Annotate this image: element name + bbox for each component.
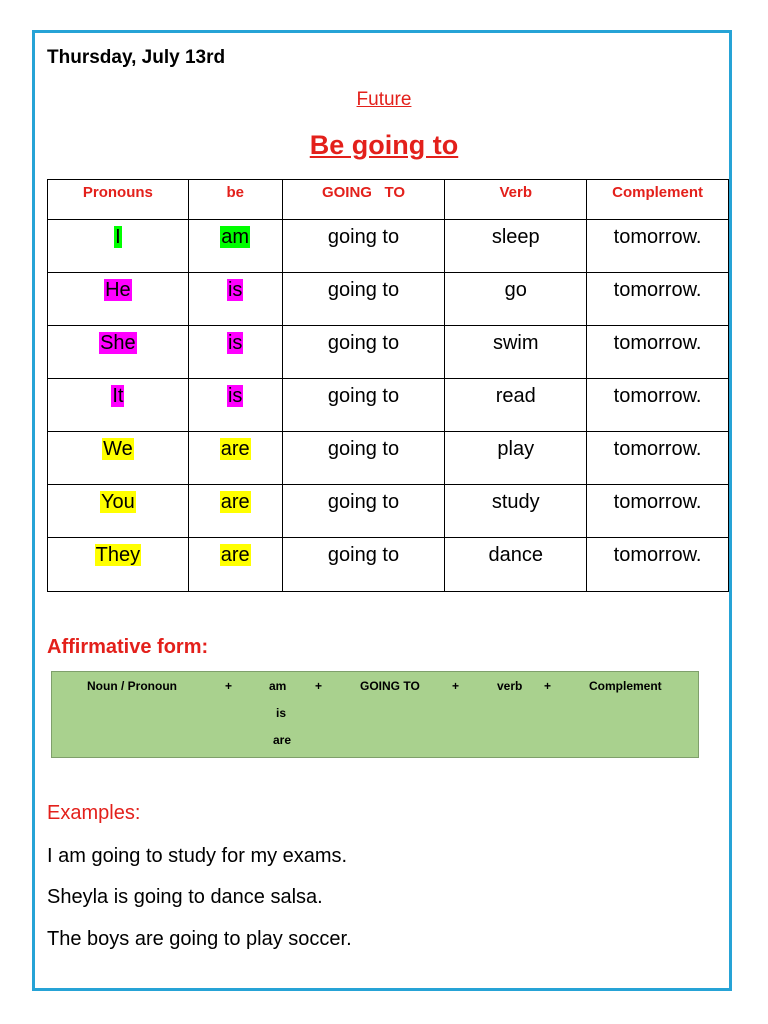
- formula-complement: Complement: [589, 679, 662, 693]
- verb-cell: read: [445, 379, 587, 432]
- be-cell: are: [188, 485, 282, 538]
- table-row: [48, 273, 729, 326]
- table-row: [48, 432, 729, 485]
- formula-plus: +: [544, 679, 552, 693]
- be-cell: are: [188, 538, 282, 592]
- going-cell: going to: [282, 326, 445, 379]
- complement-cell: tomorrow.: [587, 485, 729, 538]
- going-cell: going to: [282, 379, 445, 432]
- verb-cell: play: [445, 432, 587, 485]
- header-be: be: [188, 180, 282, 220]
- affirmative-formula-box: [51, 671, 699, 758]
- going-cell: going to: [282, 485, 445, 538]
- pronoun-cell: We: [48, 432, 189, 485]
- complement-cell: tomorrow.: [587, 538, 729, 592]
- table-row: [48, 379, 729, 432]
- formula-verb: verb: [497, 679, 523, 693]
- table-row: [48, 220, 729, 273]
- complement-cell: tomorrow.: [587, 220, 729, 273]
- pronoun-cell: She: [48, 326, 189, 379]
- examples-heading: Examples:: [47, 802, 141, 824]
- verb-cell: study: [445, 485, 587, 538]
- be-cell: is: [188, 273, 282, 326]
- complement-cell: tomorrow.: [587, 273, 729, 326]
- lesson-title: Be going to: [309, 130, 459, 160]
- pronoun-cell: You: [48, 485, 189, 538]
- example-sentence: Sheyla is going to dance salsa.: [47, 886, 323, 908]
- complement-cell: tomorrow.: [587, 379, 729, 432]
- table-row: [48, 326, 729, 379]
- example-sentence: I am going to study for my exams.: [47, 845, 348, 867]
- going-cell: going to: [282, 538, 445, 592]
- pronoun-cell: It: [48, 379, 189, 432]
- header-pronouns: Pronouns: [48, 180, 189, 220]
- header-complement: Complement: [587, 180, 729, 220]
- going-cell: going to: [282, 273, 445, 326]
- be-cell: are: [188, 432, 282, 485]
- header-going-to: GOING TO: [282, 180, 445, 220]
- formula-are: are: [273, 733, 292, 747]
- going-cell: going to: [282, 432, 445, 485]
- pronoun-cell: I: [48, 220, 189, 273]
- formula-plus: +: [452, 679, 460, 693]
- verb-cell: go: [445, 273, 587, 326]
- pronoun-cell: He: [48, 273, 189, 326]
- verb-cell: dance: [445, 538, 587, 592]
- verb-cell: swim: [445, 326, 587, 379]
- be-cell: am: [188, 220, 282, 273]
- verb-cell: sleep: [445, 220, 587, 273]
- table-row: [48, 485, 729, 538]
- header-verb: Verb: [445, 180, 587, 220]
- going-cell: going to: [282, 220, 445, 273]
- formula-going-to: GOING TO: [360, 679, 420, 693]
- table-row: [48, 538, 729, 592]
- formula-am: am: [269, 679, 287, 693]
- conjugation-table: [47, 179, 729, 592]
- lesson-subtitle: Future: [356, 89, 412, 110]
- complement-cell: tomorrow.: [587, 432, 729, 485]
- be-cell: is: [188, 379, 282, 432]
- formula-plus: +: [315, 679, 323, 693]
- pronoun-cell: They: [48, 538, 189, 592]
- lesson-date: Thursday, July 13rd: [47, 47, 226, 68]
- formula-noun: Noun / Pronoun: [87, 679, 177, 693]
- formula-is: is: [276, 706, 287, 720]
- formula-plus: +: [225, 679, 233, 693]
- example-sentence: The boys are going to play soccer.: [47, 928, 352, 950]
- be-cell: is: [188, 326, 282, 379]
- affirmative-heading: Affirmative form:: [47, 636, 209, 658]
- table-header-row: [48, 180, 729, 220]
- complement-cell: tomorrow.: [587, 326, 729, 379]
